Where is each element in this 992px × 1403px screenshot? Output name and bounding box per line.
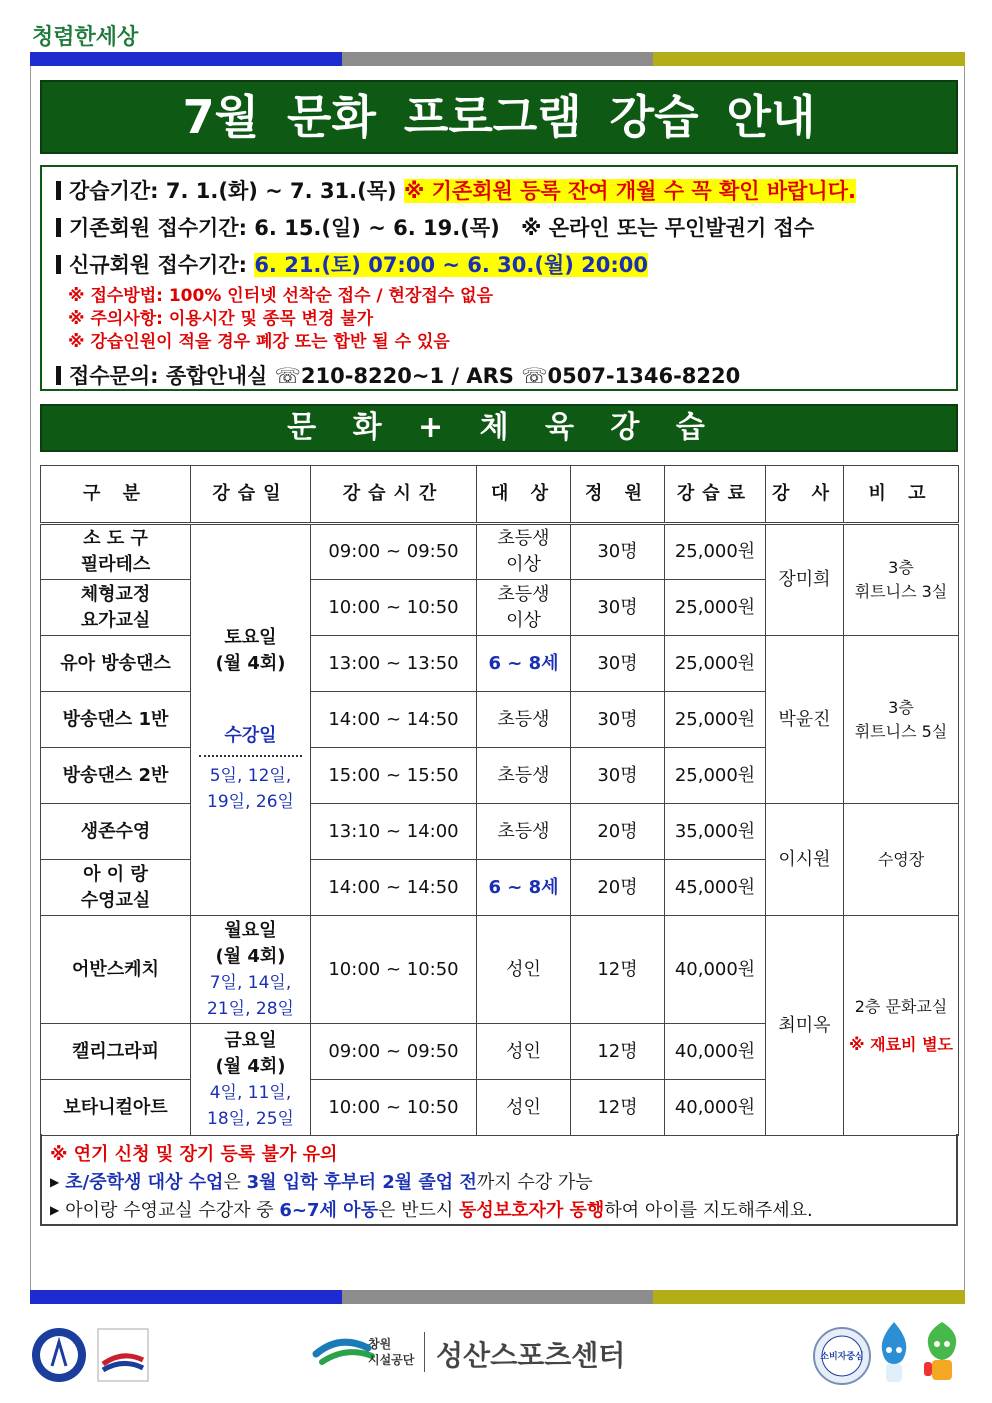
class-capacity: 20명 [571,804,665,860]
stripe-blue [30,1290,342,1304]
class-capacity: 30명 [571,692,665,748]
stripe-olive [653,52,965,66]
class-time: 13:00 ~ 13:50 [311,636,477,692]
triangle-bullet-icon: ▶ [50,1175,60,1189]
contact-phone2: ☏0507-1346-8220 [521,364,741,388]
class-name: 체형교정 요가교실 [41,580,191,636]
new-label: 신규회원 접수기간: [69,253,255,277]
class-name: 생존수영 [41,804,191,860]
class-name: 캘리그라피 [41,1024,191,1080]
note-caution: ※ 주의사항: 이용시간 및 종목 변경 불가 [68,309,374,329]
class-time: 10:00 ~ 10:50 [311,916,477,1024]
stripe-olive [653,1290,965,1304]
bullet-bar [56,181,61,200]
class-time: 10:00 ~ 10:50 [311,580,477,636]
class-capacity: 12명 [571,1024,665,1080]
header-target: 대 상 [477,466,571,524]
remarks-cell [844,916,959,1136]
human-rights-logo-icon [30,1326,88,1388]
class-time: 14:00 ~ 14:50 [311,860,477,916]
page-title: 7월 문화 프로그램 강습 안내 [40,80,958,154]
sports-center-name: 성산스포츠센터 [436,1339,626,1372]
header-remarks: 비 고 [844,466,959,524]
class-name: 아 이 랑 수영교실 [41,860,191,916]
logo-divider [424,1332,425,1372]
footer-note-3c: 은 반드시 [377,1200,459,1221]
class-time: 15:00 ~ 15:50 [311,748,477,804]
footer-note-2d: 까지 수강 가능 [476,1172,593,1193]
class-capacity: 30명 [571,748,665,804]
instructor: 최미옥 [766,916,844,1136]
class-capacity: 30명 [571,524,665,580]
color-stripe-top [30,52,965,66]
friday-label: 금요일 (월 4회) [215,1029,286,1077]
monday-dates: 7일, 14일, 21일, 28일 [207,972,294,1019]
friday-dates: 4일, 11일, 18일, 25일 [207,1082,294,1129]
class-target: 초등생 이상 [477,524,571,580]
class-fee: 25,000원 [665,748,766,804]
class-target: 6 ~ 8세 [477,636,571,692]
stripe-gray [342,52,654,66]
triangle-bullet-icon: ▶ [50,1203,60,1217]
period-row [56,175,856,205]
class-fee: 25,000원 [665,692,766,748]
instructor: 이시원 [766,804,844,916]
class-capacity: 12명 [571,1080,665,1136]
saturday-tag: 수강일 [224,725,277,746]
note-cancel: ※ 강습인원이 적을 경우 폐강 또는 합반 될 수 있음 [68,332,450,352]
class-target: 성인 [477,1080,571,1136]
monday-cell [191,916,311,1024]
remarks: 2층 문화교실 [854,996,948,1016]
header-time: 강습시간 [311,466,477,524]
footer-note-2a: 초/중학생 대상 수업 [65,1172,224,1193]
divider [199,755,302,757]
footer-notes [40,1134,958,1226]
table-row [41,524,959,580]
schedule-table [40,465,958,1136]
class-time: 13:10 ~ 14:00 [311,804,477,860]
period-label: 강습기간: 7. 1.(화) ~ 7. 31.(목) [69,179,397,203]
saturday-cell [191,524,311,916]
class-fee: 45,000원 [665,860,766,916]
class-fee: 40,000원 [665,1080,766,1136]
saturday-dates: 5일, 12일, 19일, 26일 [207,766,294,812]
monday-label: 월요일 (월 4회) [215,919,286,967]
remarks: 3층 휘트니스 5실 [844,636,959,804]
existing-note: ※ 온라인 또는 무인발권기 접수 [521,216,815,240]
org-small-text: 창원 시설공단 [368,1337,415,1367]
class-name: 보타니컬아트 [41,1080,191,1136]
footer-note-3 [50,1196,813,1222]
footer-note-1: ※ 연기 신청 및 장기 등록 불가 유의 [50,1144,338,1165]
header-fee: 강습료 [665,466,766,524]
footer-note-3d: 동성보호자가 동행 [458,1200,605,1221]
class-time: 14:00 ~ 14:50 [311,692,477,748]
class-target: 초등생 [477,692,571,748]
new-row [56,249,648,279]
class-name: 유아 방송댄스 [41,636,191,692]
contact-phone1: ☏210-8220~1 / ARS [274,364,522,388]
table-row [41,636,959,692]
footer-note-3a: 아이랑 수영교실 수강자 중 [65,1200,280,1221]
class-fee: 40,000원 [665,916,766,1024]
stripe-gray [342,1290,654,1304]
footer-note-3e: 하여 아이를 지도해주세요. [604,1200,813,1221]
certification-logo-icon [97,1328,149,1386]
class-capacity: 20명 [571,860,665,916]
bullet-bar [56,366,61,385]
class-name: 소 도 구 필라테스 [41,524,191,580]
class-fee: 25,000원 [665,636,766,692]
period-note: ※ 기존회원 등록 잔여 개월 수 꼭 확인 바랍니다. [403,179,856,203]
footer-note-2 [50,1168,593,1194]
section-title: 문 화 + 체 육 강 습 [40,404,958,452]
bullet-bar [56,218,61,237]
class-fee: 25,000원 [665,524,766,580]
header-capacity: 정 원 [571,466,665,524]
class-target: 성인 [477,1024,571,1080]
saturday-label: 토요일 (월 4회) [215,627,286,674]
info-box [40,165,958,391]
remarks-note: ※ 재료비 별도 [849,1034,953,1054]
instructor: 장미희 [766,524,844,636]
remarks: 3층 휘트니스 3실 [844,524,959,636]
class-target: 초등생 [477,748,571,804]
color-stripe-bottom [30,1290,965,1304]
class-name: 방송댄스 1반 [41,692,191,748]
changwon-facility-logo-icon [312,1332,376,1376]
class-capacity: 12명 [571,916,665,1024]
class-target: 성인 [477,916,571,1024]
class-fee: 35,000원 [665,804,766,860]
header-instructor: 강 사 [766,466,844,524]
integrity-logo-text: 청렴한세상 [32,25,139,50]
header-day: 강습일 [191,466,311,524]
mascot-blue-icon [872,1320,916,1390]
class-time: 10:00 ~ 10:50 [311,1080,477,1136]
mascot-green-icon [920,1320,964,1390]
contact-label: 접수문의: 종합안내실 [69,364,275,388]
table-header-row [41,466,959,524]
remarks: 수영장 [844,804,959,916]
table-row [41,916,959,1024]
class-capacity: 30명 [571,636,665,692]
existing-row [56,212,814,242]
class-target: 초등생 이상 [477,580,571,636]
class-capacity: 30명 [571,580,665,636]
friday-cell [191,1024,311,1136]
class-time: 09:00 ~ 09:50 [311,1024,477,1080]
class-target: 초등생 [477,804,571,860]
class-name: 방송댄스 2반 [41,748,191,804]
header-category: 구 분 [41,466,191,524]
class-fee: 40,000원 [665,1024,766,1080]
integrity-logo [30,18,190,52]
bottom-logos [0,1318,992,1390]
note-method: ※ 접수방법: 100% 인터넷 선착순 접수 / 현장접수 없음 [68,286,493,306]
contact-row [56,360,740,390]
existing-label: 기존회원 접수기간: 6. 15.(일) ~ 6. 19.(목) [69,216,500,240]
class-name: 어반스케치 [41,916,191,1024]
ccm-label: 소비자중심 [820,1352,864,1362]
table-row [41,804,959,860]
class-fee: 25,000원 [665,580,766,636]
class-time: 09:00 ~ 09:50 [311,524,477,580]
footer-note-3b: 6~7세 아동 [279,1200,378,1221]
class-target: 6 ~ 8세 [477,860,571,916]
footer-note-2c: 3월 입학 후부터 2월 졸업 전 [246,1172,477,1193]
instructor: 박윤진 [766,636,844,804]
footer-note-2b: 은 [223,1172,247,1193]
stripe-blue [30,52,342,66]
new-value: 6. 21.(토) 07:00 ~ 6. 30.(월) 20:00 [254,253,649,277]
bullet-bar [56,255,61,274]
